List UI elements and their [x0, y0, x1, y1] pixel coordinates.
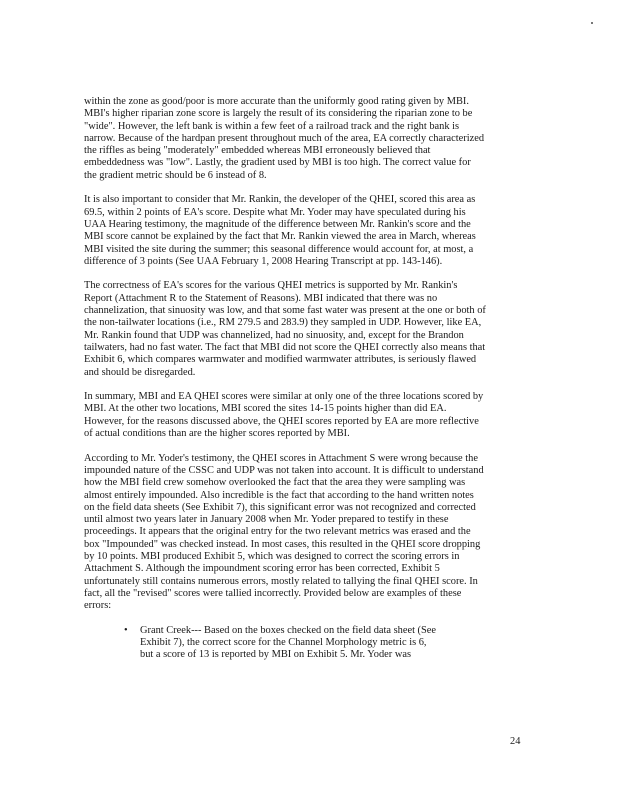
paragraph-riparian-zone: within the zone as good/poor is more accurate than the uniformly good rating given by MBI. MBI's higher riparian zone score is largely the result of its considering the riparian zone to be "wide". However, the left bank is within a few feet of a railroad track and the right bank is narrow. Because of the hardpan present throughout much of the area, EA correctly characterized the riffles as being "moderately" embedded whereas MBI erroneously believed that embeddedness was "low". Lastly, the gradient used by MBI is too high. The correct value for the gradient metric should be 6 instead of 8.: [84, 96, 485, 181]
body-text: [84, 96, 530, 662]
page-number: 24: [510, 736, 521, 747]
paragraph-yoder-testimony: According to Mr. Yoder's testimony, the QHEI scores in Attachment S were wrong because the impounded nature of the CSSC and UDP was not taken into account. It is difficult to understand how the MBI field crew somehow overlooked the fact that the area they were sampling was almost entirely impounded. Also incredible is the fact that according to the hand written notes on the field data sheets (See Exhibit 7), this significant error was not recognized and corrected until almost two years later in January 2008 when Mr. Yoder prepared to testify in these proceedings. It appears that the original entry for the two relevant metrics was erased and the box "Impounded" was checked instead. In most cases, this resulted in the QHEI score dropping by 10 points. MBI produced Exhibit 5, which was designed to correct the scoring errors in Attachment S. Although the impoundment scoring error has been corrected, Exhibit 5 unfortunately still contains numerous errors, mostly related to tallying the final QHEI score. In fact, all the "revised" scores were tallied incorrectly. Provided below are examples of these errors:: [84, 452, 484, 612]
bullet-icon: •: [124, 624, 128, 636]
paragraph-metric-correctness: The correctness of EA's scores for the various QHEI metrics is supported by Mr. Rankin's Report (Attachment R to the Statement of Reasons). MBI indicated that there was no channelization, that sinuosity was low, and that some fast water was present at the one or both of the non-tailwater locations (i.e., RM 279.5 and 283.9) they sampled in UDP. However, like EA, Mr. Rankin found that UDP was channelized, had no sinuosity, and, except for the Brandon tailwaters, had no fast water. The fact that MBI did not score the QHEI correctly also means that Exhibit 6, which compares warmwater and modified warmwater attributes, is seriously flawed and should be disregarded.: [84, 280, 486, 378]
paragraph-summary: In summary, MBI and EA QHEI scores were similar at only one of the three locations scored by MBI. At the other two locations, MBI scored the sites 14-15 points higher than did EA. However, for the reasons discussed above, the QHEI scores reported by EA are more reflective of actual conditions than are the higher scores reported by MBI.: [84, 391, 484, 440]
scan-speck: [591, 22, 593, 24]
list-item-grant-creek: • Grant Creek--- Based on the boxes checked on the field data sheet (See Exhibit 7), the correct score for the Channel Morphology metric is 6, but a score of 13 is reported by MBI on Exhibit 5. Mr. Yoder was: [124, 624, 437, 661]
error-examples-list: [84, 625, 530, 662]
paragraph-rankin-score: It is also important to consider that Mr. Rankin, the developer of the QHEI, scored this area as 69.5, within 2 points of EA's score. Despite what Mr. Yoder may have speculated during his UAA Hearing testimony, the magnitude of the difference between Mr. Rankin's score and the MBI score cannot be explained by the fact that Mr. Rankin viewed the area in March, whereas MBI visited the site during the summer; this seasonal difference would account for, at most, a difference of 3 points (See UAA February 1, 2008 Hearing Transcript at pp. 143-146).: [84, 194, 476, 267]
